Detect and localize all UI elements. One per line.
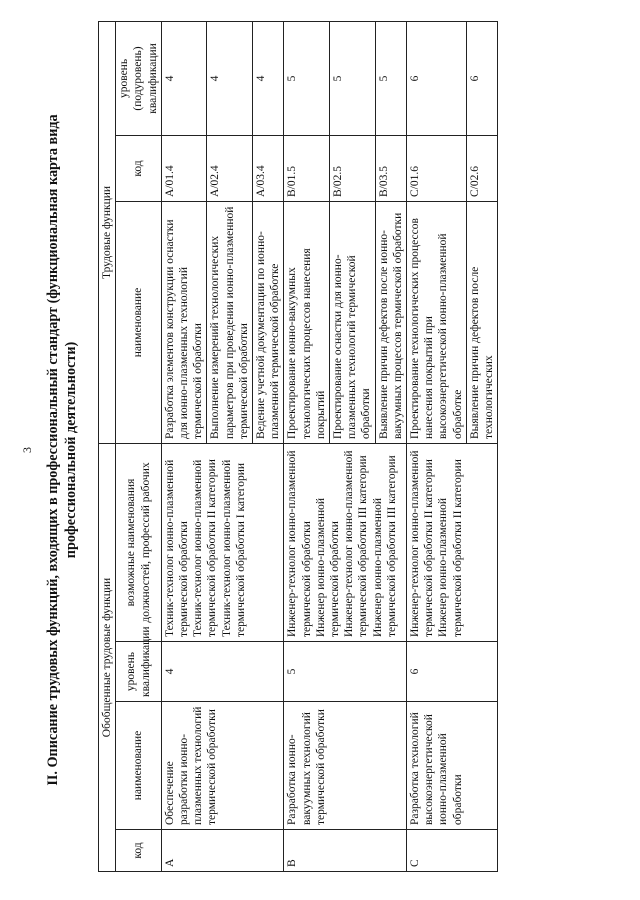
function-code: A/02.4 [207,135,253,201]
function-name: Проектирование ионно-вакуумных технологических процессов нанесения покрытий [284,201,330,443]
function-name: Проектирование оснастки для ионно-плазменных технологий термической обработки [330,201,376,443]
header-tf-level: уровень (подуровень) квалификации [116,21,162,135]
group-positions [284,443,407,641]
function-level: 6 [407,21,467,135]
positions-text: Техник-технолог ионно-плазменной термической обработки Техник-технолог ионно-плазменной термической обработки II категории Техник-технолог ионно-плазменной термической обработки I категории [163,459,247,637]
header-generalized: Обобщенные трудовые функции [99,443,116,871]
group-level: 5 [284,642,407,702]
function-code: B/02.5 [330,135,376,201]
header-tf-code: код [116,135,162,201]
positions-text: Инженер-технолог ионно-плазменной термической обработки II категории Инженер ионно-плазменной термической обработки II категории [409,450,464,637]
group-level: 4 [161,642,284,702]
group-code: B [284,830,407,872]
functional-map-table [98,21,498,872]
table-row [161,21,207,871]
function-name: Выявление причин дефектов после ионно-вакуумных процессов термической обработки [375,201,406,443]
function-level: 5 [330,21,376,135]
header-tf-name: наименование [116,201,162,443]
group-level: 6 [407,642,498,702]
function-level: 4 [253,21,284,135]
header-code: код [116,830,162,872]
function-level: 4 [161,21,207,135]
function-level: 5 [284,21,330,135]
group-positions [161,443,284,641]
function-code: A/03.4 [253,135,284,201]
function-name: Разработка элементов конструкции оснастки для ионно-плазменных технологий термической обработки [161,201,207,443]
header-positions: возможные наименования должностей, профессий рабочих [116,443,162,641]
group-name: Разработка ионно-вакуумных технологий термической обработки [284,702,407,830]
function-level: 6 [466,21,497,135]
header-labor: Трудовые функции [99,21,116,443]
header-name: наименование [116,702,162,830]
title-line-1: II. Описание трудовых функций, входящих в профессиональный стандарт (функциональная карта вида [45,114,61,786]
function-code: B/03.5 [375,135,406,201]
group-positions [407,443,498,641]
positions-text: Инженер-технолог ионно-плазменной термической обработки Инженер ионно-плазменной термической обработки Инженер-технолог ионно-плазменной термической обработки III категории Инженер ионно-плазменной термической обработки III категории [286,450,398,637]
function-level: 4 [207,21,253,135]
table-row [407,21,467,871]
function-name: Проектирование технологических процессов нанесения покрытий при высокоэнергетической ионно-плазменной обработке [407,201,467,443]
group-code: C [407,830,498,872]
title-line-2: профессиональной деятельности) [63,341,79,559]
function-level: 5 [375,21,406,135]
function-code: C/02.6 [466,135,497,201]
group-name: Разработка технологий высокоэнергетической ионно-плазменной обработки [407,702,498,830]
group-code: A [161,830,284,872]
function-name: Выявление причин дефектов после технологических [466,201,497,443]
function-code: B/01.5 [284,135,330,201]
function-name: Ведение учетной документации по ионно-плазменной термической обработке [253,201,284,443]
table-row [284,21,330,871]
group-name: Обеспечение разработки ионно-плазменных технологий термической обработки [161,702,284,830]
section-title [44,20,80,880]
header-level: уровень квалификации [116,642,162,702]
function-name: Выполнение измерений технологических параметров при проведении ионно-плазменной термической обработки [207,201,253,443]
rotated-content [20,20,620,880]
page-number: 3 [20,447,34,453]
function-code: A/01.4 [161,135,207,201]
function-code: C/01.6 [407,135,467,201]
